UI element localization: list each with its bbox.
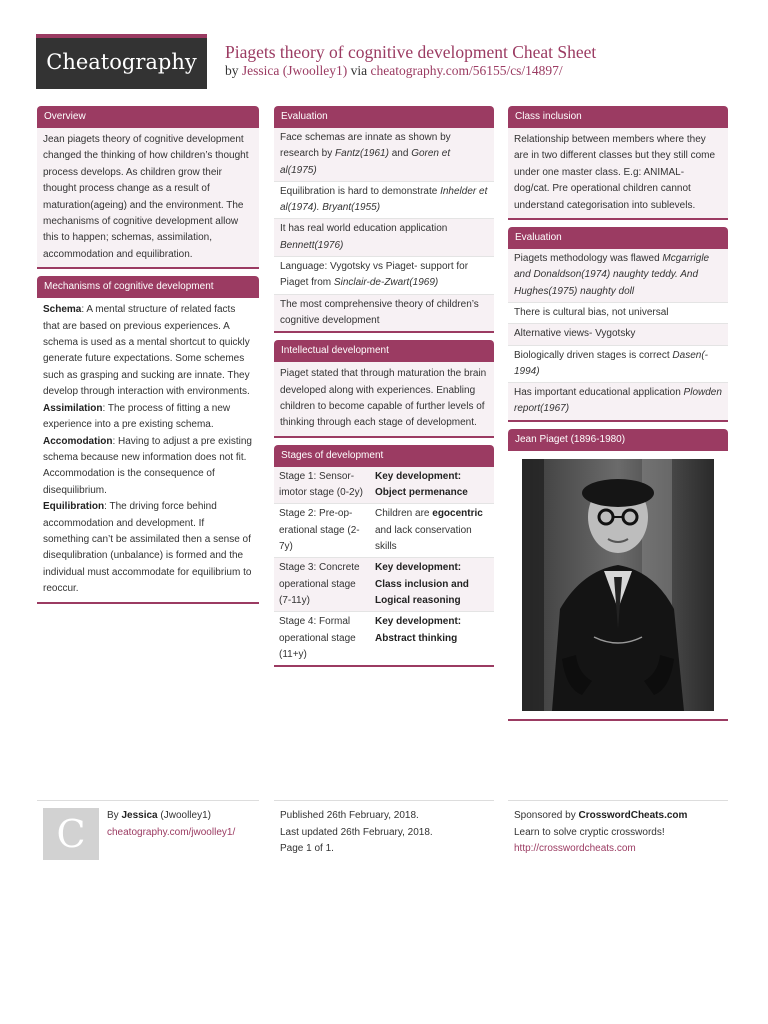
evaluation-row xyxy=(274,182,494,220)
page-number: Page 1 of 1. xyxy=(280,843,334,854)
overview-section xyxy=(37,106,259,269)
sponsor-tagline: Learn to solve cryptic crosswords! xyxy=(514,826,665,838)
table-row xyxy=(274,504,494,558)
intellectual-text: Piaget stated that through maturation the brain developed along with experiences. Enabling children to become capable of further levels of thinking through each stage of development. xyxy=(274,362,494,436)
updated-date: Last updated 26th February, 2018. xyxy=(280,826,433,838)
def-accomodation: : Having to adjust a pre existing schema because new information does not fit. Accommodation is the consequence of disequilibrium. xyxy=(43,435,252,496)
row-text: The most comprehensive theory of children’s cognitive development xyxy=(280,298,479,326)
stages-table xyxy=(274,467,494,665)
sheet-url-link[interactable]: cheatography.com/56155/cs/14897/ xyxy=(370,63,563,78)
mechanisms-section xyxy=(37,276,259,603)
evaluation-row xyxy=(274,295,494,332)
evaluation-heading-1: Evaluation xyxy=(274,106,494,128)
stage-text: Children are xyxy=(375,508,433,520)
row-text: Language: Vygotsky vs Piaget- support for Piaget from xyxy=(280,261,469,289)
stages-heading: Stages of development xyxy=(274,445,494,467)
term-assimilation: Assimilation xyxy=(43,402,103,414)
table-row xyxy=(274,612,494,665)
row-text: There is cultural bias, not universal xyxy=(514,306,669,318)
stage-detail xyxy=(370,467,494,504)
footer-author-name[interactable]: Jessica xyxy=(121,810,158,821)
evaluation-heading-2: Evaluation xyxy=(508,227,728,249)
footer xyxy=(37,800,728,870)
row-text: Equilibration is hard to demonstrate xyxy=(280,185,441,197)
stage-detail xyxy=(370,558,494,612)
row-citation: Inhelder et al(1974). Bryant(1955) xyxy=(280,185,488,214)
term-equilibration: Equilibration xyxy=(43,501,105,513)
def-schema: : A mental structure of related facts that are based on previous experiences. A schema is used as a mental shortcut to quickly generate future expectations. Some schemes such as grasping and sucking are innate. They develop through interaction with environments. xyxy=(43,304,250,398)
row-citation: Dasen(1994) xyxy=(514,349,708,377)
page-title: Piagets theory of cognitive development Cheat Sheet xyxy=(225,42,597,62)
stage-key: Key development: Abstract thinking xyxy=(375,616,462,644)
stage-detail xyxy=(370,504,494,558)
row-text: Piagets methodology was flawed xyxy=(514,253,663,265)
stage-name: Stage 1: Sensorimotor stage (0-2y) xyxy=(274,467,370,504)
stages-section xyxy=(274,445,494,667)
column-2 xyxy=(274,106,494,674)
row-citation: Sinclair-de-Zwart(1969) xyxy=(333,277,439,289)
class-inclusion-section xyxy=(508,106,728,220)
by-label: by xyxy=(225,63,239,78)
mechanisms-text xyxy=(37,298,259,601)
column-3 xyxy=(508,106,728,728)
stage-key: Key development: Class inclusion and Logical reasoning xyxy=(375,562,469,606)
mechanisms-heading: Mechanisms of cognitive development xyxy=(37,276,259,298)
photo-section xyxy=(508,429,728,721)
evaluation-row xyxy=(274,257,494,295)
published-date: Published 26th February, 2018. xyxy=(280,810,419,821)
evaluation-row xyxy=(508,249,728,303)
stage-text: and lack conservation skills xyxy=(375,524,472,553)
row-citation: Mcgarrigle and Donaldson(1974) naughty teddy. And Hughes(1975) naughty doll xyxy=(514,253,710,297)
portrait-image xyxy=(522,459,714,711)
footer-author-handle: (Jwoolley1) xyxy=(157,810,211,821)
evaluation-section-2 xyxy=(508,227,728,422)
row-text: and xyxy=(388,148,412,160)
footer-author xyxy=(107,808,257,841)
sponsored-label: Sponsored by xyxy=(514,810,579,821)
stage-name: Stage 3: Concrete operational stage (7-11y) xyxy=(274,558,370,612)
footer-divider xyxy=(37,800,259,801)
table-row xyxy=(274,467,494,504)
row-citation: Fantz(1961) xyxy=(335,148,389,160)
row-citation: Bennett(1976) xyxy=(280,239,344,251)
footer-author-link[interactable]: cheatography.com/jwoolley1/ xyxy=(107,826,236,838)
table-row xyxy=(274,558,494,612)
evaluation-row xyxy=(508,383,728,420)
sponsor-link[interactable]: http://crosswordcheats.com xyxy=(514,843,636,854)
row-text: Biologically driven stages is correct xyxy=(514,349,673,361)
evaluation-row xyxy=(274,219,494,257)
class-inclusion-heading: Class inclusion xyxy=(508,106,728,128)
via-label: via xyxy=(350,63,368,78)
intellectual-heading: Intellectual development xyxy=(274,340,494,362)
byline xyxy=(225,63,563,79)
evaluation-section-1 xyxy=(274,106,494,333)
stage-key: egocentric xyxy=(432,508,483,520)
footer-dates xyxy=(280,808,494,858)
cheatography-logo[interactable] xyxy=(36,34,207,89)
stage-name: Stage 2: Pre-operational stage (2-7y) xyxy=(274,504,370,558)
evaluation-row xyxy=(508,324,728,345)
term-schema: Schema xyxy=(43,304,82,316)
row-text: Alternative views- Vygotsky xyxy=(514,328,636,340)
author-link[interactable]: Jessica (Jwoolley1) xyxy=(241,63,348,78)
row-text: Face schemas are innate as shown by research by xyxy=(280,132,451,160)
footer-divider xyxy=(274,800,494,801)
portrait-photo xyxy=(508,451,728,719)
footer-divider xyxy=(508,800,728,801)
evaluation-row xyxy=(274,128,494,182)
row-text: Has important educational application xyxy=(514,387,684,399)
class-inclusion-text: Relationship between members where they are in two different classes but they still come under one master class. E.g: ANIMAL- dog/cat. Pre operational children cannot understand categorisation into sublevels. xyxy=(508,128,728,218)
overview-text: Jean piagets theory of cognitive development changed the thinking of how children’s thought process develops. As children grow their thought process change as a result of maturation(ageing) and the environment. The mechanisms of cognitive development allow this to happen; schemas, assimilation, accommodation and equilibration. xyxy=(37,128,259,267)
intellectual-section xyxy=(274,340,494,438)
row-citation: Goren et al(1975) xyxy=(280,148,451,176)
row-citation: Plowden report(1967) xyxy=(514,387,722,415)
stage-detail xyxy=(370,612,494,665)
stage-name: Stage 4: Formal operational stage (11+y) xyxy=(279,616,356,660)
stage-key: Key development: Object permenance xyxy=(375,470,468,499)
sponsor-name[interactable]: CrosswordCheats.com xyxy=(578,810,688,821)
photo-heading: Jean Piaget (1896-1980) xyxy=(508,429,728,451)
def-equilibration: : The driving force behind accommodation and development. If something can’t be assimilated then a sense of disequlibration (unbalance) is formed and the individual must accommodate for equilibrium to reoccur. xyxy=(43,501,252,595)
logo-text: Cheatography xyxy=(46,50,197,74)
column-1 xyxy=(37,106,259,611)
def-assimilation: : The process of fitting a new experience into a pre existing schema. xyxy=(43,402,231,431)
evaluation-row xyxy=(508,346,728,384)
footer-by: By xyxy=(107,810,119,821)
row-text: It has real world education application xyxy=(280,223,448,235)
cheatography-c-logo[interactable]: C xyxy=(43,808,99,860)
overview-heading: Overview xyxy=(37,106,259,128)
footer-sponsor xyxy=(514,808,728,858)
evaluation-row xyxy=(508,303,728,324)
term-accomodation: Accomodation xyxy=(43,435,113,447)
